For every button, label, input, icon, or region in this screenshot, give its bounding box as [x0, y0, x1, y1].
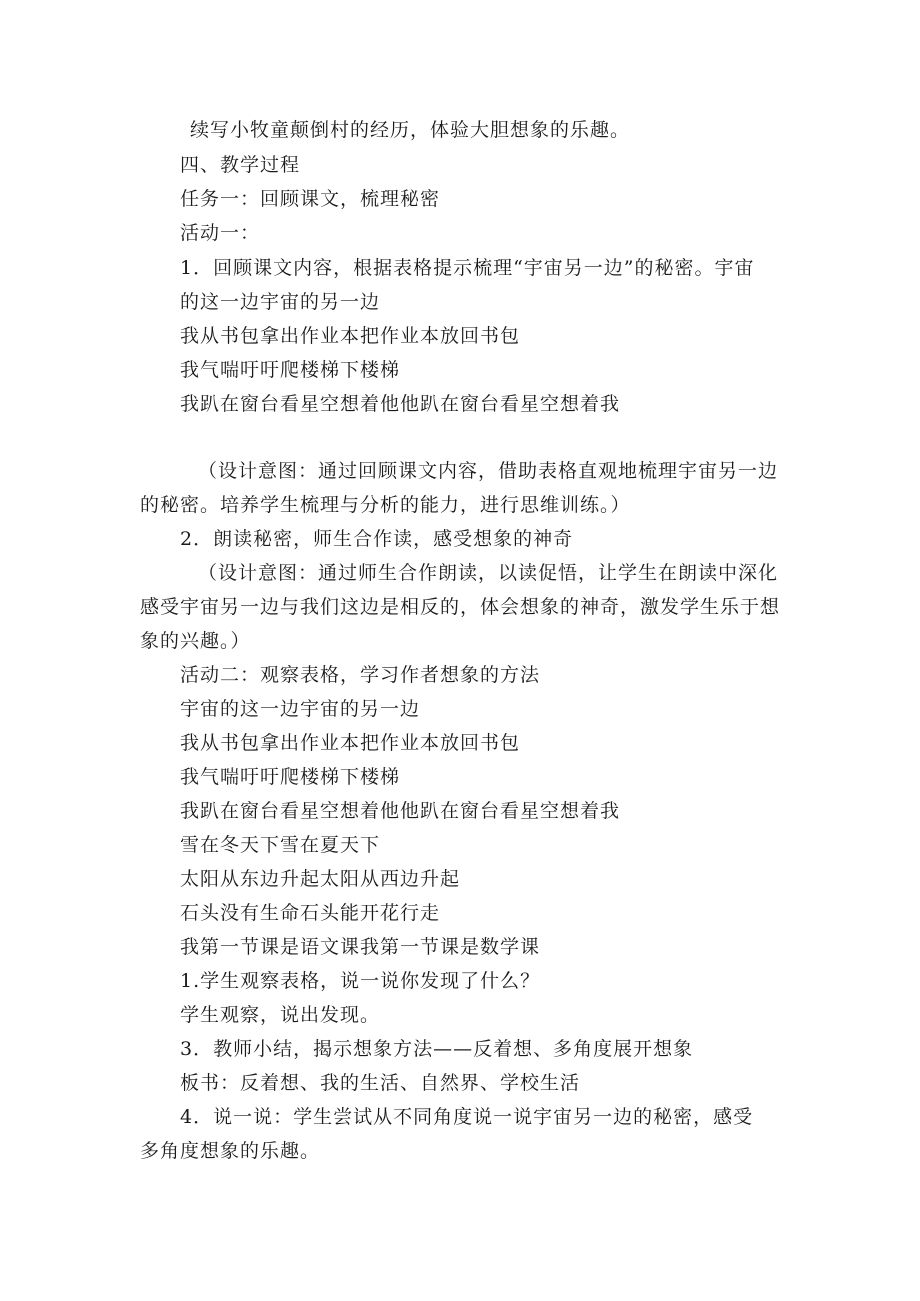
text-line: 我气喘吁吁爬楼梯下楼梯	[180, 359, 401, 381]
text-line: 4．说一说：学生尝试从不同角度说一说宇宙另一边的秘密，感受	[180, 1106, 754, 1128]
table-row: 我第一节课是语文课我第一节课是数学课	[180, 936, 541, 958]
text-line: 我趴在窗台看星空想着他他趴在窗台看星空想着我	[180, 393, 621, 415]
text-line: 的这一边宇宙的另一边	[180, 291, 381, 313]
table-row: 我气喘吁吁爬楼梯下楼梯	[180, 766, 401, 788]
text-line: 2．朗读秘密，师生合作读，感受想象的神奇	[180, 528, 574, 550]
text-line: 板书：反着想、我的生活、自然界、学校生活	[180, 1072, 581, 1094]
text-line: 1．回顾课文内容，根据表格提示梳理“宇宙另一边”的秘密。宇宙	[180, 257, 755, 279]
text-line: 续写小牧童颠倒村的经历，体验大胆想象的乐趣。	[190, 119, 631, 141]
text-line: 多角度想象的乐趣。	[140, 1140, 321, 1162]
design-note: （设计意图：通过师生合作朗读，以读促悟，让学生在朗读中深化	[198, 562, 779, 584]
design-note: （设计意图：通过回顾课文内容，借助表格直观地梳理宇宙另一边	[198, 460, 779, 482]
activity-heading: 活动二：观察表格，学习作者想象的方法	[180, 664, 541, 686]
table-row: 我从书包拿出作业本把作业本放回书包	[180, 732, 521, 754]
design-note: 感受宇宙另一边与我们这边是相反的，体会想象的神奇，激发学生乐于想	[140, 596, 781, 618]
design-note: 象的兴趣。）	[140, 630, 251, 652]
table-row: 宇宙的这一边宇宙的另一边	[180, 698, 421, 720]
text-line: 3．教师小结，揭示想象方法——反着想、多角度展开想象	[180, 1038, 694, 1060]
table-row: 太阳从东边升起太阳从西边升起	[180, 868, 461, 890]
design-note: 的秘密。培养学生梳理与分析的能力，进行思维训练。）	[140, 494, 631, 516]
table-row: 雪在冬天下雪在夏天下	[180, 834, 381, 856]
text-line: 我从书包拿出作业本把作业本放回书包	[180, 325, 521, 347]
text-line: 学生观察，说出发现。	[180, 1004, 381, 1026]
text-line: 1.学生观察表格，说一说你发现了什么？	[180, 970, 541, 992]
activity-heading: 活动一：	[180, 222, 261, 244]
table-row: 我趴在窗台看星空想着他他趴在窗台看星空想着我	[180, 800, 621, 822]
table-row: 石头没有生命石头能开花行走	[180, 902, 441, 924]
task-heading: 任务一：回顾课文，梳理秘密	[180, 188, 441, 210]
section-heading: 四、教学过程	[180, 154, 301, 176]
